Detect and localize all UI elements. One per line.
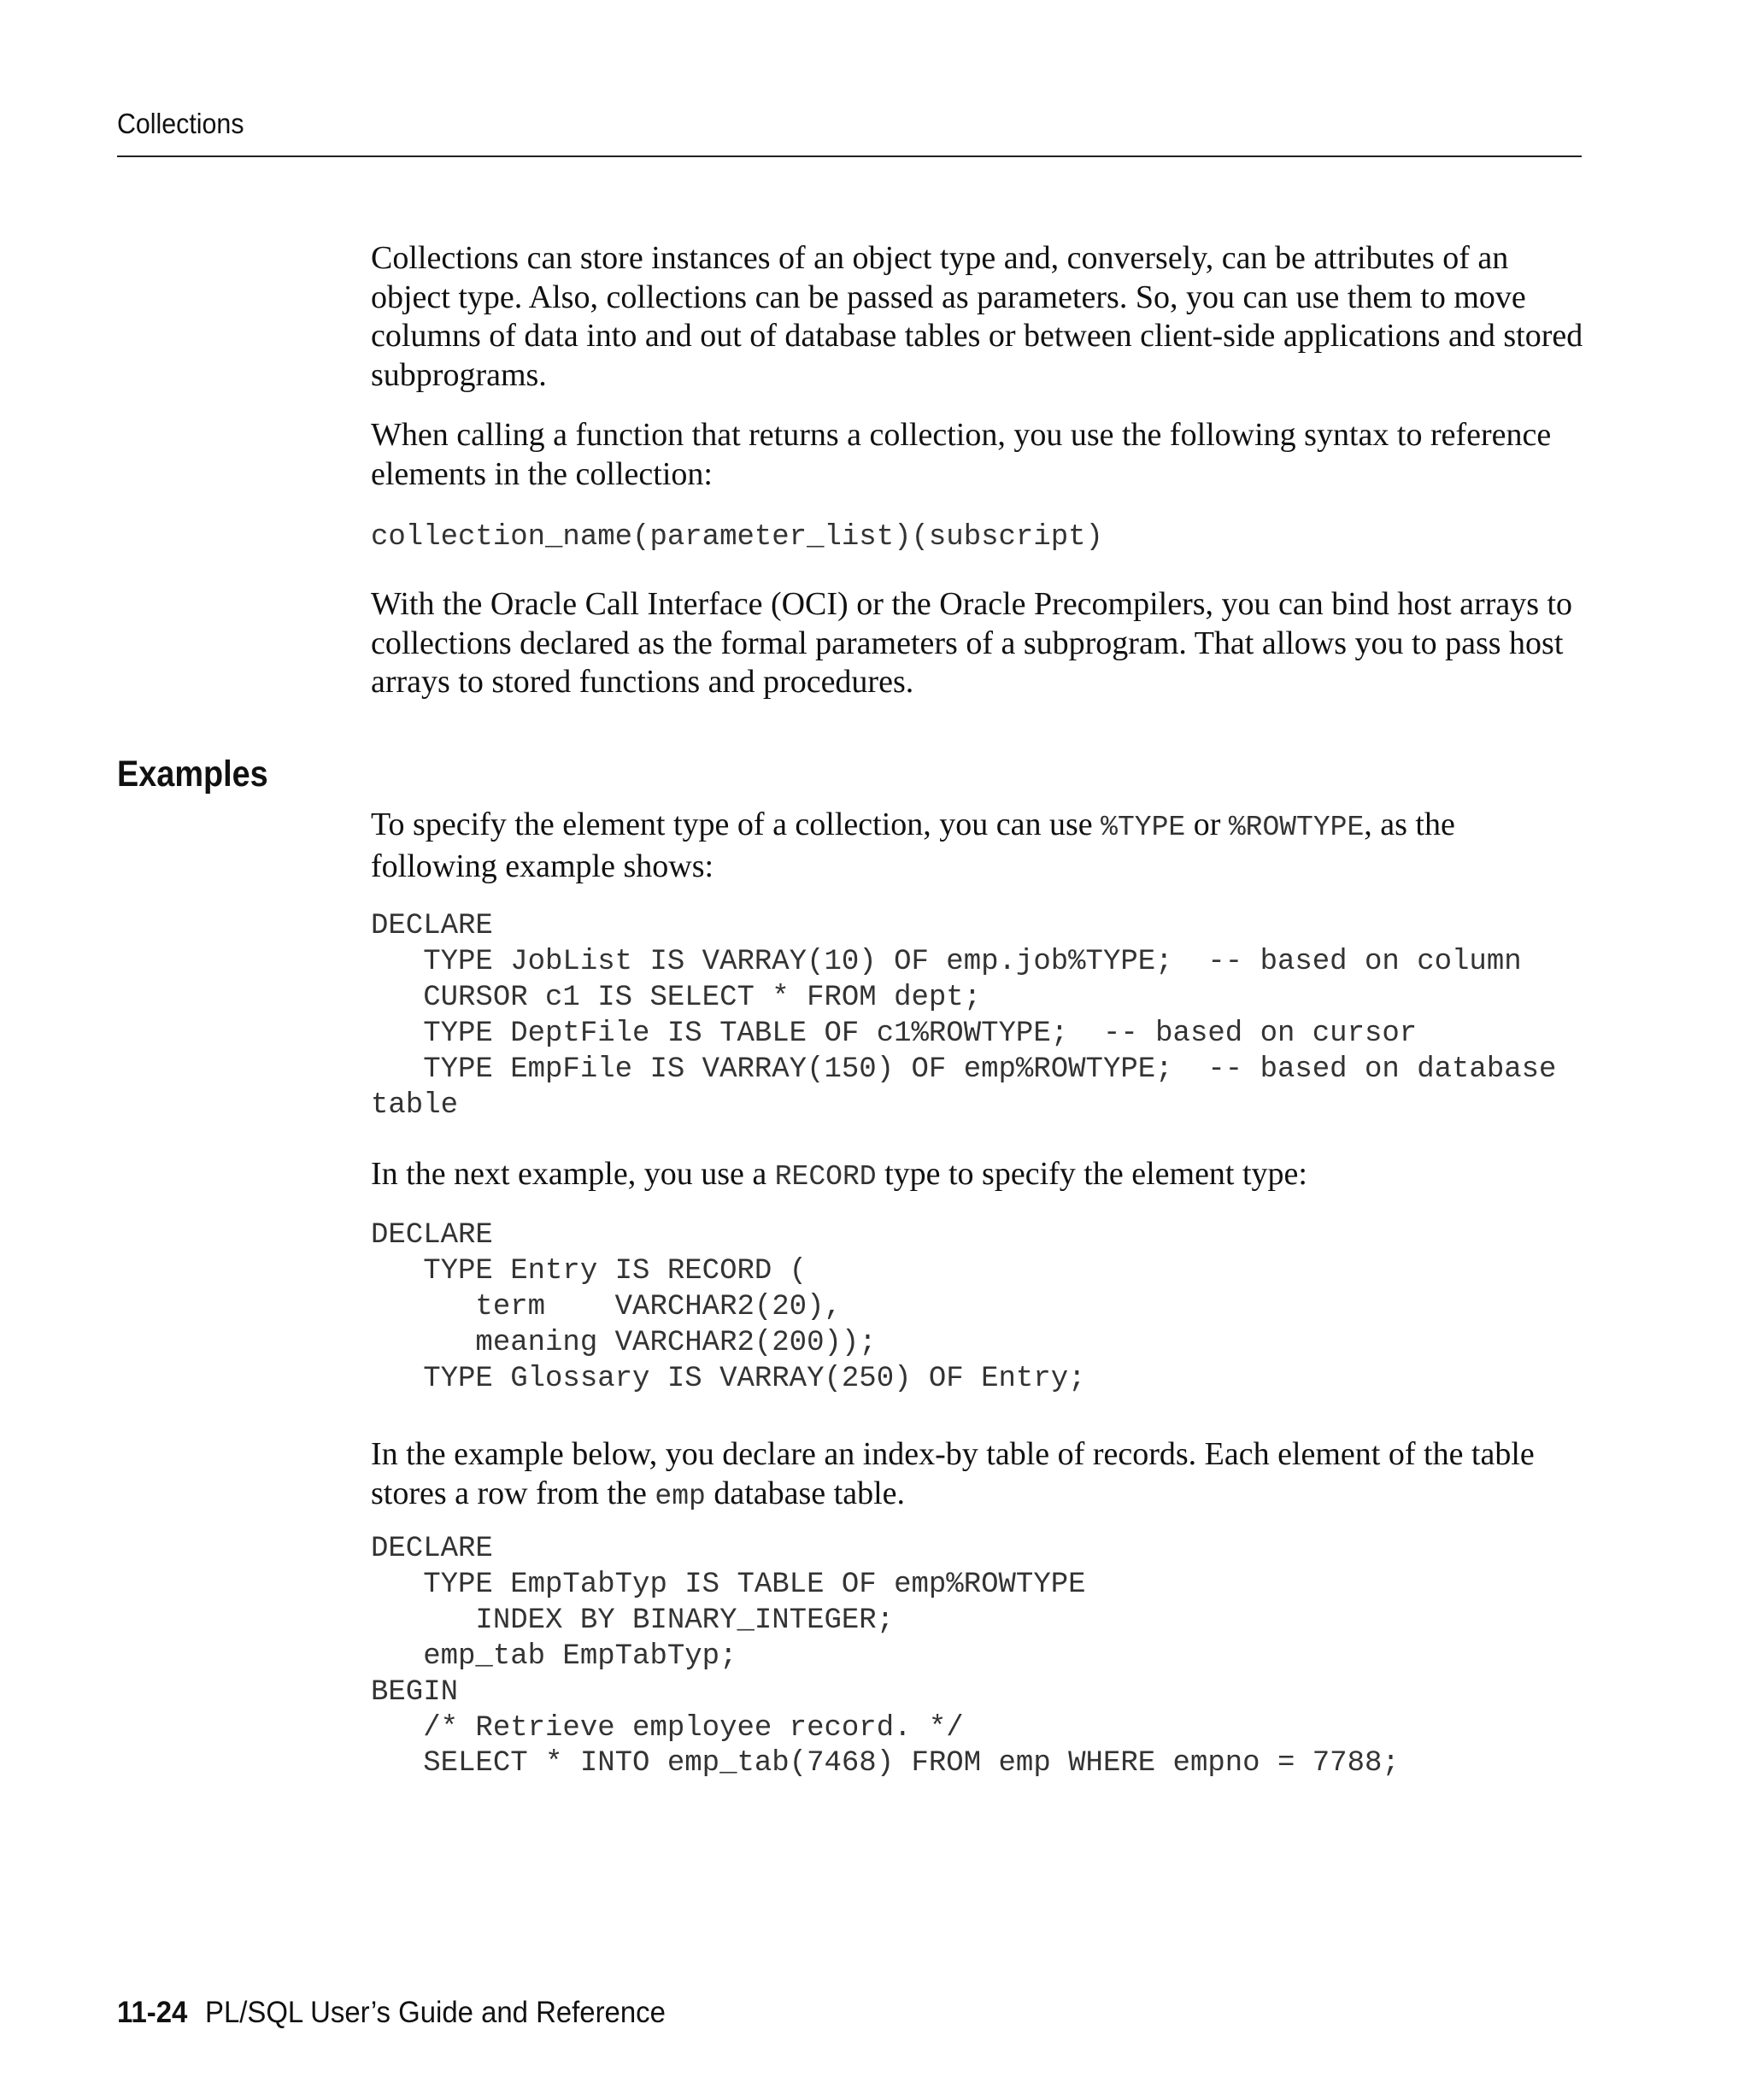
example-1-text-b: or — [1185, 807, 1229, 842]
inline-code-rowtype: %ROWTYPE — [1228, 812, 1365, 843]
example-1-description — [371, 806, 1588, 886]
example-2-code: DECLARE TYPE Entry IS RECORD ( term VARCHAR2(20), meaning VARCHAR2(200)); TYPE Glossary IS VARRAY(250) OF Entry; — [371, 1219, 1086, 1395]
running-header-title: Collections — [117, 108, 244, 139]
page-footer — [117, 1996, 666, 2030]
example-2-text-b: type to specify the element type: — [876, 1156, 1307, 1192]
inline-code-emp: emp — [655, 1480, 706, 1512]
syntax-code: collection_name(parameter_list)(subscript) — [371, 521, 1103, 554]
intro-paragraph-2: When calling a function that returns a collection, you use the following syntax to reference elements in the collection: — [371, 417, 1552, 492]
example-3-text-b: database table. — [705, 1475, 906, 1511]
example-3-code: DECLARE TYPE EmpTabTyp IS TABLE OF emp%ROWTYPE INDEX BY BINARY_INTEGER; emp_tab EmpTabTyp; BEGIN /* Retrieve employee record. */ SELECT * INTO emp_tab(7468) FROM emp WHERE empno = 7788; — [371, 1533, 1400, 1780]
example-2-text-a: In the next example, you use a — [371, 1156, 775, 1192]
intro-paragraph-3: With the Oracle Call Interface (OCI) or the Oracle Precompilers, you can bind host arrays to collections declared as the formal parameters of a subprogram. That allows you to pass host arrays to stored functions and procedures. — [371, 586, 1573, 701]
example-1-code: DECLARE TYPE JobList IS VARRAY(10) OF emp.job%TYPE; -- based on column CURSOR c1 IS SELECT * FROM dept; TYPE DeptFile IS TABLE OF c1%ROWTYPE; -- based on cursor TYPE EmpFile IS VARRAY(150) OF emp%ROWTYPE; -- based on database table — [371, 910, 1557, 1122]
header-divider — [117, 155, 1582, 157]
example-1-text-a: To specify the element type of a collection, you can use — [371, 807, 1101, 842]
inline-code-record: RECORD — [774, 1161, 877, 1193]
example-2-description — [371, 1155, 1588, 1197]
example-1-text-c: , as the following example shows: — [371, 807, 1455, 884]
page-number: 11-24 — [117, 1996, 188, 2029]
examples-heading: Examples — [117, 754, 268, 795]
book-title: PL/SQL User’s Guide and Reference — [205, 1996, 666, 2029]
inline-code-type: %TYPE — [1101, 812, 1186, 843]
example-3-description — [371, 1435, 1588, 1516]
intro-paragraph-1: Collections can store instances of an object type and, conversely, can be attributes of an object type. Also, collections can be passed as parameters. So, you can use them to move columns of data into and out of database tables or between client-side applications and stored subprograms. — [371, 240, 1583, 393]
example-3-text-a: In the example below, you declare an index-by table of records. Each element of the table stores a row from the — [371, 1436, 1535, 1511]
